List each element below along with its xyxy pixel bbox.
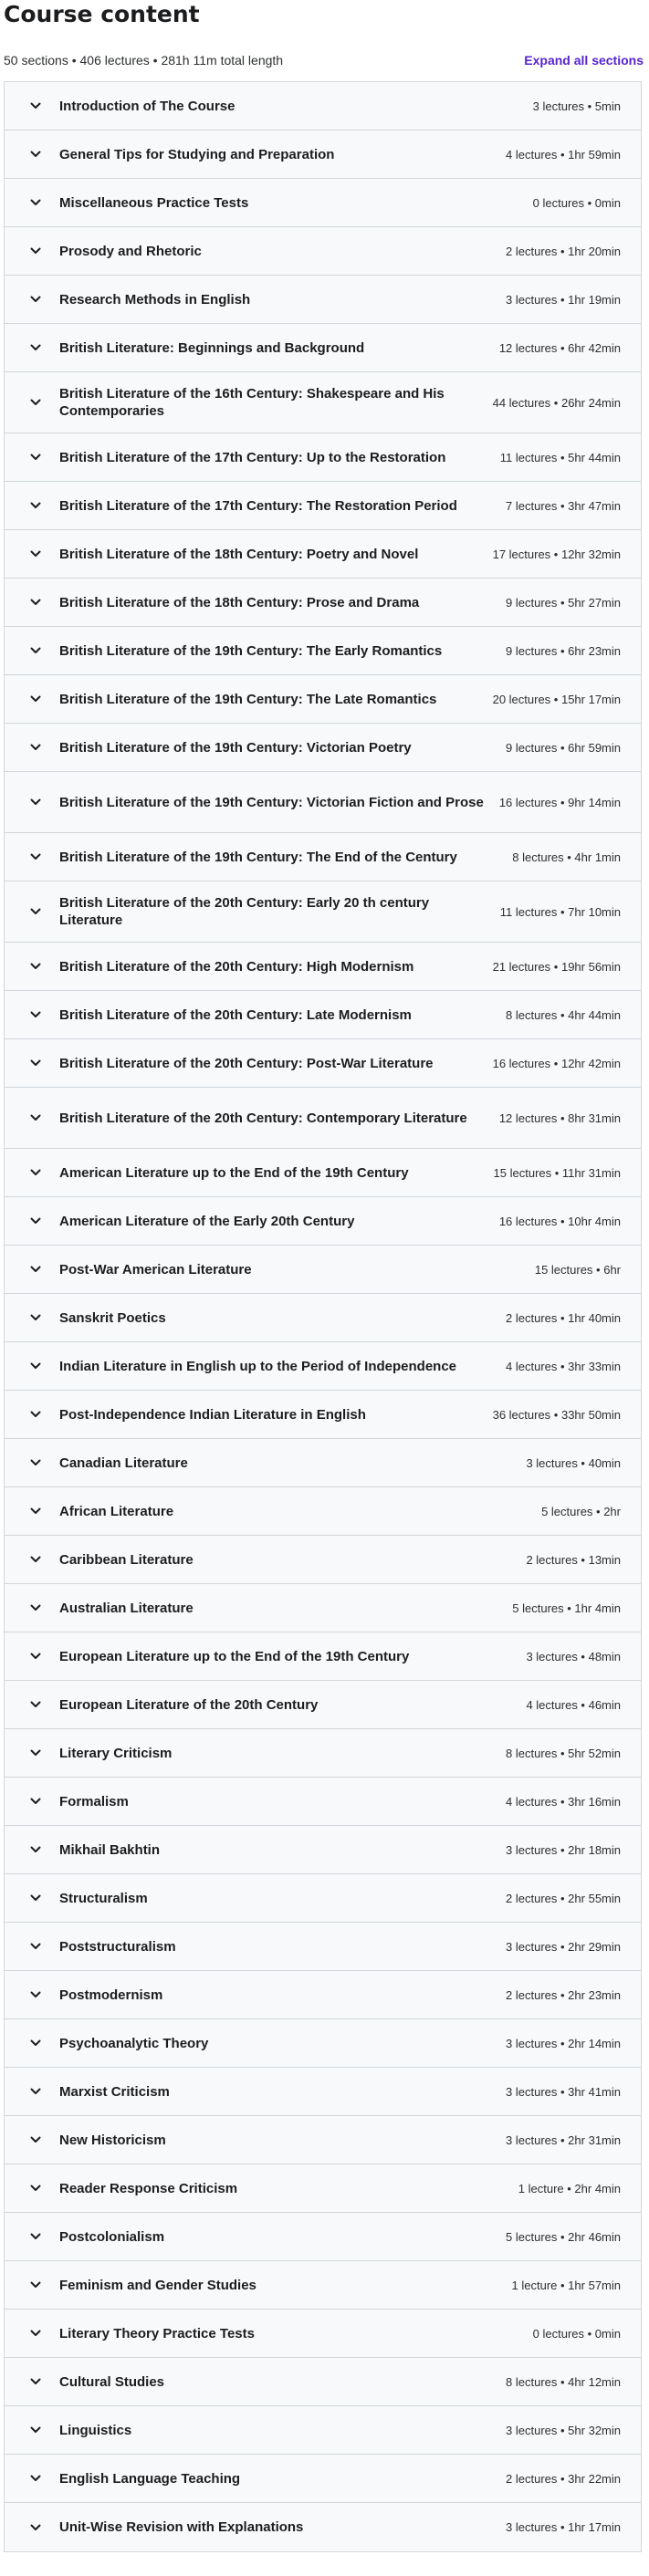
section-title: British Literature of the 17th Century: The Restoration Period <box>59 497 457 514</box>
chevron-down-icon <box>30 851 41 862</box>
chevron-down-icon <box>30 2425 41 2435</box>
section-title: Sanskrit Poetics <box>59 1309 166 1326</box>
section-title: Prosody and Rhetoric <box>59 243 202 259</box>
section-meta: 4 lectures • 1hr 59min <box>506 147 621 162</box>
section-row[interactable] <box>5 1391 641 1439</box>
section-meta: 16 lectures • 10hr 4min <box>498 1214 621 1228</box>
section-row[interactable] <box>5 2261 641 2310</box>
section-row[interactable] <box>5 675 641 724</box>
section-row[interactable] <box>5 2068 641 2116</box>
section-title: European Literature up to the End of the 19th Century <box>59 1648 410 1664</box>
section-row[interactable] <box>5 276 641 324</box>
chevron-down-icon <box>30 1941 41 1952</box>
section-title: British Literature of the 20th Century: Contemporary Literature <box>59 1110 467 1126</box>
chevron-down-icon <box>30 1457 41 1468</box>
section-row[interactable] <box>5 1632 641 1681</box>
section-title: Formalism <box>59 1793 129 1809</box>
chevron-down-icon <box>30 597 41 608</box>
section-row[interactable] <box>5 1584 641 1632</box>
section-meta: 5 lectures • 2hr 46min <box>506 2229 621 2244</box>
section-meta: 8 lectures • 4hr 1min <box>512 850 621 864</box>
chevron-down-icon <box>30 742 41 753</box>
chevron-down-icon <box>30 1554 41 1565</box>
section-meta: 2 lectures • 3hr 22min <box>506 2471 621 2486</box>
section-row[interactable] <box>5 2358 641 2406</box>
chevron-down-icon <box>30 1312 41 1323</box>
section-row[interactable] <box>5 1246 641 1294</box>
section-row[interactable] <box>5 1729 641 1778</box>
section-row[interactable] <box>5 1342 641 1391</box>
section-title: Literary Criticism <box>59 1745 173 1761</box>
section-row[interactable] <box>5 1778 641 1826</box>
section-meta: 9 lectures • 6hr 59min <box>506 740 621 755</box>
chevron-down-icon <box>30 797 41 808</box>
section-title: British Literature of the 16th Century: Shakespeare and His Contemporaries <box>59 386 445 419</box>
section-title: European Literature of the 20th Century <box>59 1696 319 1713</box>
section-title: American Literature up to the End of the 19th Century <box>59 1164 409 1181</box>
chevron-down-icon <box>30 149 41 160</box>
section-meta: 4 lectures • 3hr 33min <box>506 1359 621 1373</box>
section-meta: 8 lectures • 4hr 12min <box>506 2374 621 2389</box>
section-title: African Literature <box>59 1503 174 1519</box>
section-row[interactable] <box>5 881 641 943</box>
chevron-down-icon <box>30 294 41 305</box>
section-meta: 15 lectures • 11hr 31min <box>493 1165 621 1180</box>
chevron-down-icon <box>30 1215 41 1226</box>
chevron-down-icon <box>30 1112 41 1123</box>
section-row[interactable] <box>5 433 641 482</box>
section-meta: 20 lectures • 15hr 17min <box>492 692 621 706</box>
section-row[interactable] <box>5 2406 641 2455</box>
section-meta: 7 lectures • 3hr 47min <box>506 498 621 513</box>
section-title: British Literature of the 17th Century: Up to the Restoration <box>59 449 446 465</box>
chevron-down-icon <box>30 1747 41 1758</box>
chevron-down-icon <box>30 2231 41 2242</box>
section-title: Indian Literature in English up to the Period of Independence <box>59 1358 457 1374</box>
section-row[interactable] <box>5 1294 641 1342</box>
section-meta: 9 lectures • 6hr 23min <box>506 643 621 658</box>
section-row[interactable] <box>5 179 641 227</box>
section-title: British Literature of the 20th Century: High Modernism <box>59 958 414 975</box>
chevron-down-icon <box>30 1506 41 1517</box>
section-row[interactable] <box>5 2164 641 2213</box>
section-row[interactable] <box>5 772 641 833</box>
section-row[interactable] <box>5 1536 641 1584</box>
section-title: Miscellaneous Practice Tests <box>59 194 249 211</box>
chevron-down-icon <box>30 1264 41 1275</box>
section-meta: 3 lectures • 2hr 29min <box>506 1939 621 1954</box>
section-row[interactable] <box>5 2019 641 2068</box>
section-row[interactable] <box>5 82 641 130</box>
section-meta: 5 lectures • 2hr <box>541 1504 621 1518</box>
section-meta: 3 lectures • 1hr 19min <box>506 292 621 307</box>
section-meta: 12 lectures • 6hr 42min <box>498 340 621 355</box>
section-title: Mikhail Bakhtin <box>59 1841 161 1858</box>
section-meta: 15 lectures • 6hr <box>534 1262 621 1277</box>
section-meta: 11 lectures • 7hr 10min <box>499 904 621 919</box>
section-row[interactable] <box>5 724 641 772</box>
chevron-down-icon <box>30 1893 41 1903</box>
chevron-down-icon <box>30 694 41 704</box>
section-meta: 2 lectures • 2hr 55min <box>506 1891 621 1905</box>
section-meta: 3 lectures • 2hr 31min <box>506 2133 621 2147</box>
chevron-down-icon <box>30 961 41 972</box>
chevron-down-icon <box>30 2522 41 2533</box>
section-row[interactable] <box>5 1681 641 1729</box>
chevron-down-icon <box>30 2328 41 2339</box>
section-title: British Literature of the 19th Century: The End of the Century <box>59 849 457 865</box>
section-row[interactable] <box>5 1197 641 1246</box>
section-title: Australian Literature <box>59 1600 194 1616</box>
section-row[interactable] <box>5 991 641 1039</box>
section-title: Linguistics <box>59 2422 132 2438</box>
section-meta: 16 lectures • 12hr 42min <box>492 1056 621 1070</box>
section-title: British Literature of the 18th Century: Prose and Drama <box>59 594 420 610</box>
chevron-down-icon <box>30 645 41 656</box>
section-meta: 12 lectures • 8hr 31min <box>498 1111 621 1125</box>
chevron-down-icon <box>30 1058 41 1069</box>
section-meta: 9 lectures • 5hr 27min <box>506 595 621 610</box>
section-row[interactable] <box>5 1971 641 2019</box>
summary-row <box>4 47 644 74</box>
section-row[interactable] <box>5 530 641 579</box>
section-meta: 16 lectures • 9hr 14min <box>498 795 621 809</box>
section-meta: 0 lectures • 0min <box>532 195 621 210</box>
section-row[interactable] <box>5 1039 641 1088</box>
section-meta: 21 lectures • 19hr 56min <box>492 959 621 974</box>
chevron-down-icon <box>30 1009 41 1020</box>
chevron-down-icon <box>30 1796 41 1807</box>
section-title: British Literature of the 19th Century: The Early Romantics <box>59 642 443 659</box>
section-meta: 0 lectures • 0min <box>532 2326 621 2341</box>
section-title: Post-War American Literature <box>59 1261 252 1278</box>
course-summary: 50 sections • 406 lectures • 281h 11m total length <box>4 53 284 68</box>
section-title: British Literature of the 20th Century: Early 20 th century Literature <box>59 895 430 928</box>
section-meta: 3 lectures • 2hr 14min <box>506 2036 621 2050</box>
section-meta: 8 lectures • 4hr 44min <box>506 1007 621 1022</box>
chevron-down-icon <box>30 1844 41 1855</box>
section-row[interactable] <box>5 2455 641 2503</box>
section-meta: 2 lectures • 1hr 20min <box>506 244 621 258</box>
expand-all-button[interactable]: Expand all sections <box>524 53 644 68</box>
section-row[interactable] <box>5 1874 641 1923</box>
section-meta: 3 lectures • 48min <box>526 1649 621 1663</box>
section-meta: 4 lectures • 3hr 16min <box>506 1794 621 1809</box>
page-title: Course content <box>4 1 200 27</box>
section-title: Marxist Criticism <box>59 2083 170 2100</box>
section-row[interactable] <box>5 1149 641 1197</box>
section-row[interactable] <box>5 579 641 627</box>
section-title: New Historicism <box>59 2132 166 2148</box>
chevron-down-icon <box>30 342 41 353</box>
section-row[interactable] <box>5 482 641 530</box>
chevron-down-icon <box>30 1989 41 2000</box>
chevron-down-icon <box>30 100 41 111</box>
section-title: Introduction of The Course <box>59 98 236 114</box>
section-title: British Literature of the 20th Century: Late Modernism <box>59 1006 412 1023</box>
chevron-down-icon <box>30 2376 41 2387</box>
section-title: Caribbean Literature <box>59 1551 194 1568</box>
chevron-down-icon <box>30 2279 41 2290</box>
section-title: Canadian Literature <box>59 1455 188 1471</box>
section-title: Poststructuralism <box>59 1938 176 1955</box>
chevron-down-icon <box>30 197 41 208</box>
section-title: American Literature of the Early 20th Century <box>59 1213 355 1229</box>
section-title: British Literature of the 18th Century: Poetry and Novel <box>59 546 419 562</box>
section-row[interactable] <box>5 1439 641 1487</box>
section-title: British Literature of the 19th Century: The Late Romantics <box>59 691 437 707</box>
section-row[interactable] <box>5 1487 641 1536</box>
section-title: Psychoanalytic Theory <box>59 2035 209 2051</box>
section-title: Postcolonialism <box>59 2228 165 2245</box>
section-title: General Tips for Studying and Preparation <box>59 146 335 162</box>
section-title: Literary Theory Practice Tests <box>59 2325 255 2341</box>
section-list <box>4 81 642 2552</box>
section-row[interactable] <box>5 2503 641 2551</box>
section-meta: 2 lectures • 2hr 23min <box>506 1987 621 2002</box>
section-row[interactable] <box>5 627 641 675</box>
chevron-down-icon <box>30 548 41 559</box>
section-row[interactable] <box>5 2310 641 2358</box>
section-row[interactable] <box>5 943 641 991</box>
section-meta: 44 lectures • 26hr 24min <box>492 395 621 410</box>
section-meta: 5 lectures • 1hr 4min <box>512 1601 621 1615</box>
section-meta: 11 lectures • 5hr 44min <box>499 450 621 464</box>
chevron-down-icon <box>30 2086 41 2097</box>
section-row[interactable] <box>5 227 641 276</box>
section-title: British Literature of the 19th Century: Victorian Poetry <box>59 739 412 756</box>
section-meta: 4 lectures • 46min <box>526 1697 621 1712</box>
section-title: Reader Response Criticism <box>59 2180 238 2196</box>
section-meta: 3 lectures • 1hr 17min <box>506 2520 621 2534</box>
chevron-down-icon <box>30 245 41 256</box>
section-title: Unit-Wise Revision with Explanations <box>59 2519 304 2535</box>
chevron-down-icon <box>30 1167 41 1178</box>
chevron-down-icon <box>30 2134 41 2145</box>
section-meta: 3 lectures • 5min <box>532 99 621 113</box>
chevron-down-icon <box>30 1409 41 1420</box>
section-row[interactable] <box>5 2116 641 2164</box>
chevron-down-icon <box>30 2183 41 2194</box>
section-title: British Literature of the 19th Century: Victorian Fiction and Prose <box>59 794 484 810</box>
section-meta: 8 lectures • 5hr 52min <box>506 1746 621 1760</box>
section-row[interactable] <box>5 1826 641 1874</box>
section-row[interactable] <box>5 372 641 433</box>
chevron-down-icon <box>30 500 41 511</box>
section-title: British Literature: Beginnings and Background <box>59 339 365 356</box>
section-title: Research Methods in English <box>59 291 251 308</box>
section-meta: 1 lecture • 2hr 4min <box>518 2181 621 2195</box>
section-row[interactable] <box>5 324 641 372</box>
section-meta: 2 lectures • 1hr 40min <box>506 1310 621 1325</box>
section-row[interactable] <box>5 130 641 179</box>
chevron-down-icon <box>30 2038 41 2049</box>
section-row[interactable] <box>5 833 641 881</box>
chevron-down-icon <box>30 1361 41 1371</box>
section-row[interactable] <box>5 2213 641 2261</box>
chevron-down-icon <box>30 1651 41 1662</box>
chevron-down-icon <box>30 1602 41 1613</box>
chevron-down-icon <box>30 2473 41 2484</box>
section-title: English Language Teaching <box>59 2470 241 2487</box>
section-meta: 36 lectures • 33hr 50min <box>492 1407 621 1422</box>
section-title: Post-Independence Indian Literature in English <box>59 1406 366 1423</box>
section-title: British Literature of the 20th Century: Post-War Literature <box>59 1055 434 1071</box>
section-title: Postmodernism <box>59 1987 163 2003</box>
section-title: Structuralism <box>59 1890 148 1906</box>
section-row[interactable] <box>5 1923 641 1971</box>
section-meta: 1 lecture • 1hr 57min <box>511 2278 621 2292</box>
section-meta: 2 lectures • 13min <box>526 1552 621 1567</box>
section-title: Feminism and Gender Studies <box>59 2277 256 2293</box>
section-meta: 3 lectures • 2hr 18min <box>506 1842 621 1857</box>
section-meta: 3 lectures • 3hr 41min <box>506 2084 621 2099</box>
section-title: Cultural Studies <box>59 2373 165 2390</box>
section-meta: 3 lectures • 5hr 32min <box>506 2423 621 2437</box>
chevron-down-icon <box>30 452 41 463</box>
section-meta: 3 lectures • 40min <box>526 1455 621 1470</box>
section-row[interactable] <box>5 1088 641 1149</box>
section-meta: 17 lectures • 12hr 32min <box>492 547 621 561</box>
chevron-down-icon <box>30 906 41 917</box>
chevron-down-icon <box>30 1699 41 1710</box>
chevron-down-icon <box>30 397 41 408</box>
